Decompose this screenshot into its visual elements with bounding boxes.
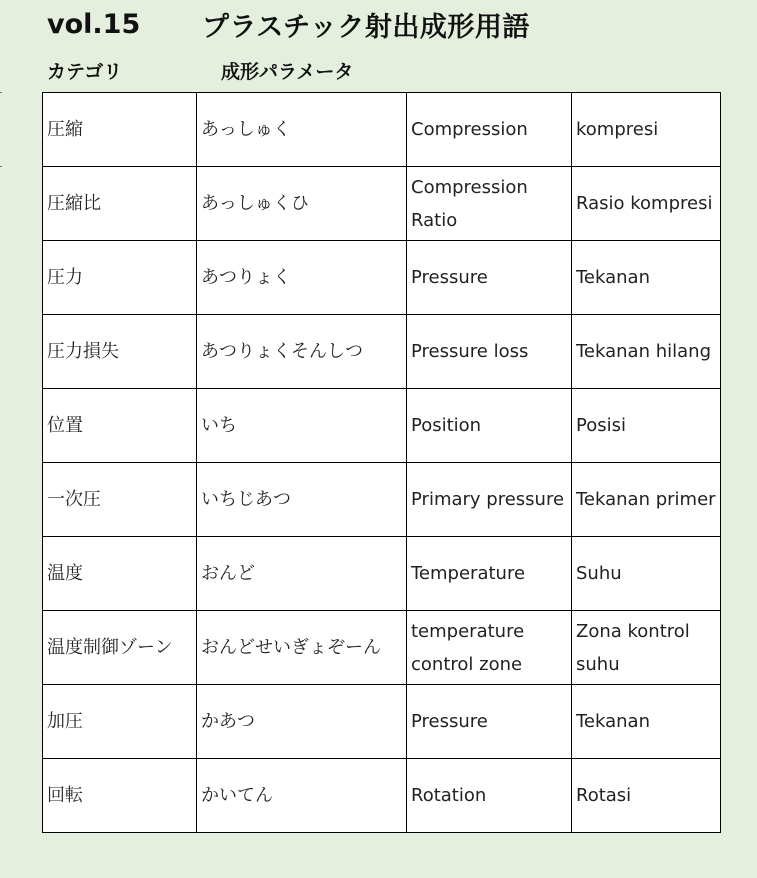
term-japanese-text: 温度制御ゾーン	[47, 637, 173, 658]
term-reading-text: おんどせいぎょぞーん	[201, 637, 381, 658]
category-label: カテゴリ	[47, 60, 123, 83]
term-indonesian	[572, 167, 721, 241]
term-english: Compression	[407, 93, 572, 167]
term-indonesian: Posisi	[572, 389, 721, 463]
term-reading: あっしゅく	[197, 93, 407, 167]
term-reading: あっしゅくひ	[197, 167, 407, 241]
term-english: Position	[407, 389, 572, 463]
table-row	[43, 685, 721, 759]
term-indonesian: Suhu	[572, 537, 721, 611]
term-indonesian: Tekanan	[572, 241, 721, 315]
table-row	[43, 241, 721, 315]
table-row	[43, 463, 721, 537]
table-row	[43, 389, 721, 463]
term-japanese: 圧力損失	[43, 315, 197, 389]
document-title	[47, 6, 530, 42]
term-english: Rotation	[407, 759, 572, 833]
term-reading: かあつ	[197, 685, 407, 759]
volume-number: vol.15	[47, 8, 141, 40]
term-japanese: 加圧	[43, 685, 197, 759]
term-english: Temperature	[407, 537, 572, 611]
term-japanese: 圧力	[43, 241, 197, 315]
term-indonesian: Tekanan primer	[572, 463, 721, 537]
series-title: プラスチック射出成形用語	[202, 11, 530, 43]
term-indonesian: Rotasi	[572, 759, 721, 833]
category-line	[47, 56, 353, 84]
category-value: 成形パラメータ	[221, 60, 354, 83]
term-english-text: Primary pressure	[411, 489, 565, 510]
term-english	[407, 463, 572, 537]
term-indonesian: kompresi	[572, 93, 721, 167]
term-english: Pressure	[407, 685, 572, 759]
term-japanese	[43, 611, 197, 685]
row-guide-mark	[0, 166, 2, 167]
table-row	[43, 537, 721, 611]
term-indonesian-text: Rasio kompresi	[576, 193, 713, 214]
term-english: Pressure loss	[407, 315, 572, 389]
term-english: temperature control zone	[407, 611, 572, 685]
term-indonesian: Tekanan hilang	[572, 315, 721, 389]
term-reading: おんど	[197, 537, 407, 611]
term-reading: いち	[197, 389, 407, 463]
table-row	[43, 167, 721, 241]
term-reading-text: あつりょくそんしつ	[201, 341, 363, 362]
term-japanese: 一次圧	[43, 463, 197, 537]
term-reading: かいてん	[197, 759, 407, 833]
term-japanese: 圧縮	[43, 93, 197, 167]
term-reading: いちじあつ	[197, 463, 407, 537]
term-indonesian: Zona kontrol suhu	[572, 611, 721, 685]
term-japanese: 回転	[43, 759, 197, 833]
term-japanese: 温度	[43, 537, 197, 611]
table-row	[43, 759, 721, 833]
term-japanese: 位置	[43, 389, 197, 463]
table-row	[43, 93, 721, 167]
row-guide-mark	[0, 92, 2, 93]
glossary-table	[42, 92, 721, 833]
term-english: Pressure	[407, 241, 572, 315]
term-reading	[197, 611, 407, 685]
term-reading: あつりょく	[197, 241, 407, 315]
term-english: Compression Ratio	[407, 167, 572, 241]
table-row	[43, 315, 721, 389]
term-japanese: 圧縮比	[43, 167, 197, 241]
term-indonesian: Tekanan	[572, 685, 721, 759]
term-reading	[197, 315, 407, 389]
table-row	[43, 611, 721, 685]
